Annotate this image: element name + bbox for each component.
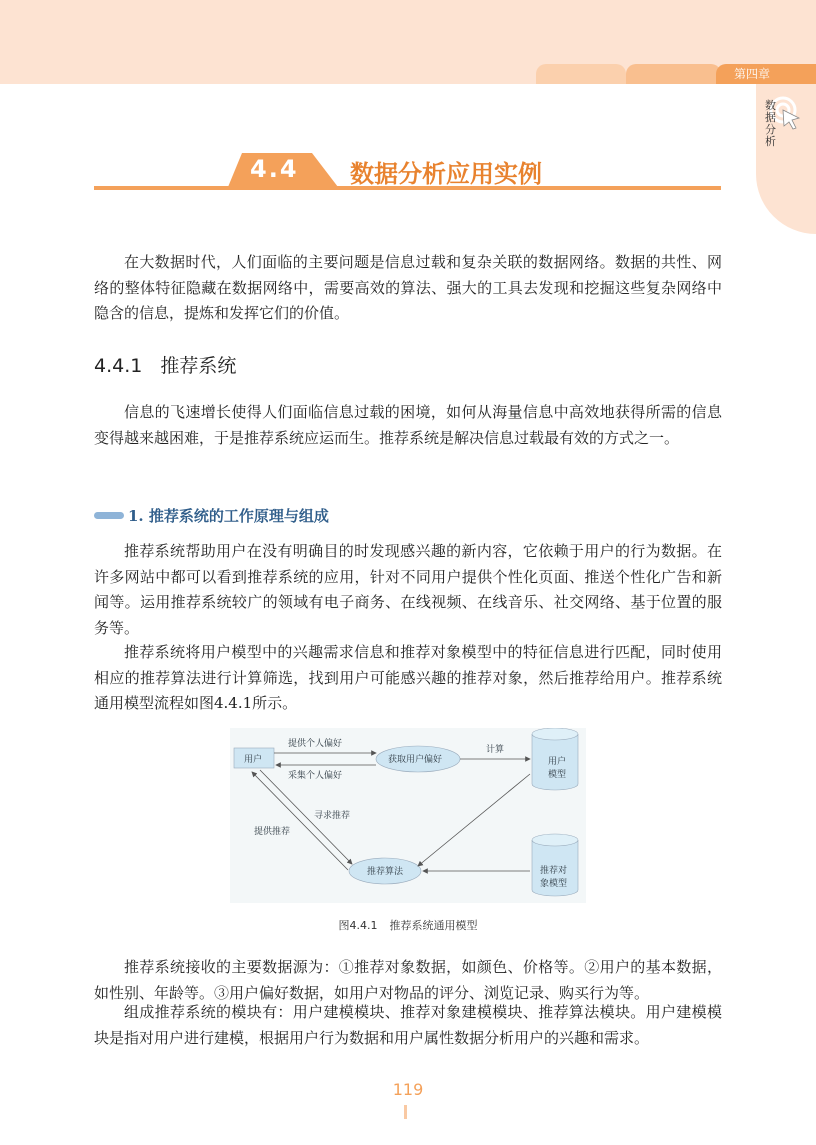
subheading-text: 1. 推荐系统的工作原理与组成 [128,507,329,525]
subheading [94,505,329,526]
paragraph: 组成推荐系统的模块有：用户建模模块、推荐对象建模模块、推荐算法模块。用户建模模块是指对用户进行建模，根据用户行为数据和用户属性数据分析用户的兴趣和需求。 [94,1003,722,1047]
section-title: 数据分析应用实例 [350,160,542,188]
edge-label: 计算 [486,745,505,755]
paragraph: 推荐系统接收的主要数据源为：①推荐对象数据，如颜色、价格等。②用户的基本数据，如性别、年龄等。③用户偏好数据，如用户对物品的评分、浏览记录、购买行为等。 [94,958,722,1002]
edge-label: 采集个人偏好 [288,771,343,781]
edge-label: 寻求推荐 [314,811,351,821]
page-number: 119 [392,1080,424,1099]
section-number: 4.4 [250,155,299,183]
algorithm-node-label: 推荐算法 [367,867,404,877]
paragraph: 信息的飞速增长使得人们面临信息过载的困境，如何从海量信息中高效地获得所需的信息变得越来越困难，于是推荐系统应运而生。推荐系统是解决信息过载最有效的方式之一。 [94,403,722,447]
page-number-tick [404,1105,407,1119]
recommendation-model-diagram [230,728,586,903]
get-preference-label: 获取用户偏好 [388,755,443,765]
chapter-tab: 第四章 [716,64,816,84]
paragraph: 推荐系统将用户模型中的兴趣需求信息和推荐对象模型中的特征信息进行匹配，同时使用相应的推荐算法进行计算筛选，找到用户可能感兴趣的推荐对象，然后推荐给用户。推荐系统通用模型流程如图4.4.1所示。 [94,643,722,712]
subheading-marker [94,512,124,519]
header-tab-decoration [536,64,626,84]
item-model-label: 推荐对 [540,866,568,876]
user-model-label: 用户 [548,757,567,767]
subsection-heading [94,351,236,378]
edge-label: 提供推荐 [254,827,291,837]
figure-caption-number: 图4.4.1 [338,919,378,932]
user-model-label: 模型 [548,770,567,780]
edge-label: 提供个人偏好 [288,739,343,749]
user-node-label: 用户 [244,755,263,765]
item-model-label: 象模型 [540,879,568,889]
paragraph: 推荐系统帮助用户在没有明确目的时发现感兴趣的新内容，它依赖于用户的行为数据。在许多网站中都可以看到推荐系统的应用，针对不同用户提供个性化页面、推送个性化广告和新闻等。运用推荐系统较广的领域有电子商务、在线视频、在线音乐、社交网络、基于位置的服务等。 [94,542,722,637]
figure-caption [94,917,722,933]
header-tab-decoration [626,64,721,84]
figure-caption-text: 推荐系统通用模型 [389,919,478,932]
side-label: 数据分析 [765,99,776,148]
subsection-title: 推荐系统 [160,355,237,377]
subsection-number: 4.4.1 [94,355,143,377]
intro-paragraph: 在大数据时代，人们面临的主要问题是信息过载和复杂关联的数据网络。数据的共性、网络的整体特征隐藏在数据网络中，需要高效的算法、强大的工具去发现和挖掘这些复杂网络中隐含的信息，提炼和发挥它们的价值。 [94,253,722,322]
